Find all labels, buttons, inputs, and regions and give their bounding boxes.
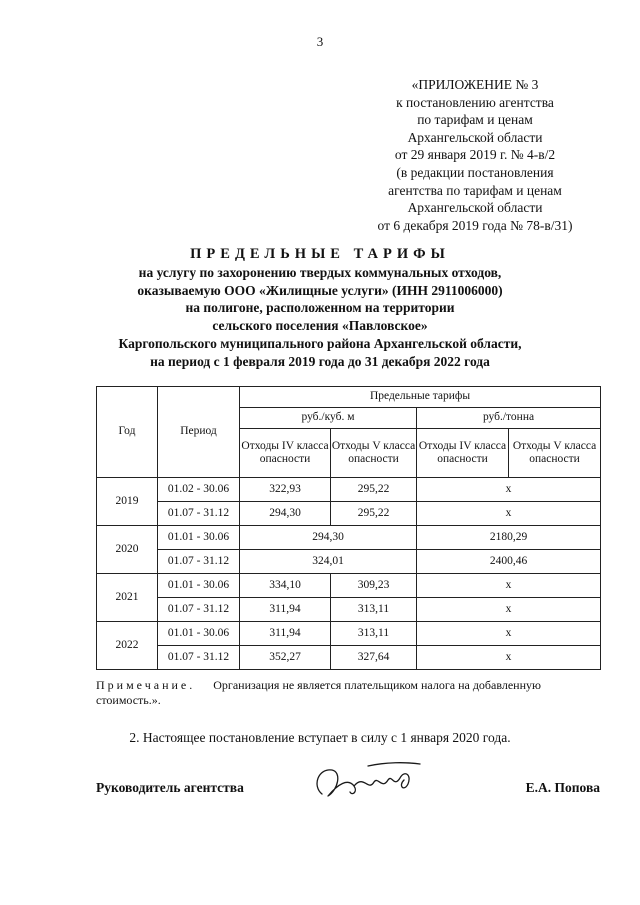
- table-row: [97, 478, 601, 502]
- header-limits: Предельные тарифы: [240, 387, 601, 408]
- period-cell: 01.01 - 30.06: [158, 526, 240, 550]
- year-cell: 2021: [97, 574, 158, 622]
- value-cell: 311,94: [240, 598, 331, 622]
- tariff-table: [96, 386, 601, 670]
- table-row: [97, 646, 601, 670]
- appendix-line: по тарифам и ценам: [417, 112, 533, 128]
- year-cell: 2020: [97, 526, 158, 574]
- year-cell: 2022: [97, 622, 158, 670]
- title-line: сельского поселения «Павловское»: [212, 318, 428, 334]
- period-cell: 01.02 - 30.06: [158, 478, 240, 502]
- header-period: Период: [158, 387, 240, 478]
- value-cell: 334,10: [240, 574, 331, 598]
- value-cell: 352,27: [240, 646, 331, 670]
- signatory-name: Е.А. Попова: [525, 780, 600, 795]
- document-title: [40, 246, 600, 371]
- table-row: [97, 622, 601, 646]
- handwritten-signature: [308, 756, 428, 806]
- period-cell: 01.07 - 31.12: [158, 646, 240, 670]
- effective-clause: 2. Настоящее постановление вступает в силу с 1 января 2020 года.: [129, 730, 511, 745]
- title-line: оказываемую ООО «Жилищные услуги» (ИНН 2911006000): [137, 282, 503, 298]
- value-cell: 311,94: [240, 622, 331, 646]
- value-cell: 295,22: [331, 502, 417, 526]
- note-text: Организация не является плательщиком налога на добавленную стоимость.».: [96, 678, 541, 707]
- appendix-line: от 6 декабря 2019 года № 78-в/31): [377, 217, 573, 233]
- value-cell: 2400,46: [417, 550, 601, 574]
- appendix-line: Архангельской области: [407, 129, 543, 145]
- value-cell: 322,93: [240, 478, 331, 502]
- table-header-row: [97, 387, 601, 408]
- value-cell: 313,11: [331, 598, 417, 622]
- table-row: [97, 526, 601, 550]
- header-class5: Отходы V класса опасности: [331, 429, 417, 478]
- value-cell: 324,01: [240, 550, 417, 574]
- title-main: ПРЕДЕЛЬНЫЕ ТАРИФЫ: [190, 246, 450, 262]
- header-year: Год: [97, 387, 158, 478]
- header-class5: Отходы V класса опасности: [509, 429, 601, 478]
- note-label: Примечание.: [96, 678, 196, 692]
- value-cell: 295,22: [331, 478, 417, 502]
- header-class4: Отходы IV класса опасности: [240, 429, 331, 478]
- appendix-header: [350, 76, 600, 234]
- year-cell: 2019: [97, 478, 158, 526]
- value-cell: 294,30: [240, 502, 331, 526]
- title-line: на полигоне, расположенном на территории: [185, 300, 455, 316]
- page-number: 3: [316, 34, 324, 49]
- value-cell: 309,23: [331, 574, 417, 598]
- header-class4: Отходы IV класса опасности: [417, 429, 509, 478]
- value-cell: x: [417, 622, 601, 646]
- period-cell: 01.07 - 31.12: [158, 502, 240, 526]
- appendix-line: к постановлению агентства: [396, 94, 554, 110]
- value-cell: x: [417, 598, 601, 622]
- appendix-line: «ПРИЛОЖЕНИЕ № 3: [411, 77, 539, 92]
- appendix-line: агентства по тарифам и ценам: [388, 182, 562, 198]
- table-row: [97, 502, 601, 526]
- value-cell: 313,11: [331, 622, 417, 646]
- appendix-line: (в редакции постановления: [396, 164, 554, 180]
- value-cell: x: [417, 646, 601, 670]
- value-cell: 327,64: [331, 646, 417, 670]
- header-unit-ton: руб./тонна: [417, 408, 601, 429]
- value-cell: 294,30: [240, 526, 417, 550]
- period-cell: 01.01 - 30.06: [158, 574, 240, 598]
- period-cell: 01.07 - 31.12: [158, 550, 240, 574]
- title-line: Каргопольского муниципального района Архангельской области,: [118, 335, 522, 351]
- table-row: [97, 550, 601, 574]
- signatory-title: Руководитель агентства: [96, 780, 244, 795]
- value-cell: x: [417, 502, 601, 526]
- table-row: [97, 574, 601, 598]
- appendix-line: от 29 января 2019 г. № 4-в/2: [394, 147, 556, 163]
- note: [96, 678, 600, 708]
- period-cell: 01.01 - 30.06: [158, 622, 240, 646]
- appendix-line: Архангельской области: [407, 200, 543, 216]
- value-cell: 2180,29: [417, 526, 601, 550]
- value-cell: x: [417, 478, 601, 502]
- value-cell: x: [417, 574, 601, 598]
- title-line: на период с 1 февраля 2019 года до 31 декабря 2022 года: [150, 353, 490, 369]
- period-cell: 01.07 - 31.12: [158, 598, 240, 622]
- table-row: [97, 598, 601, 622]
- header-unit-m3: руб./куб. м: [240, 408, 417, 429]
- title-line: на услугу по захоронению твердых коммунальных отходов,: [138, 264, 502, 280]
